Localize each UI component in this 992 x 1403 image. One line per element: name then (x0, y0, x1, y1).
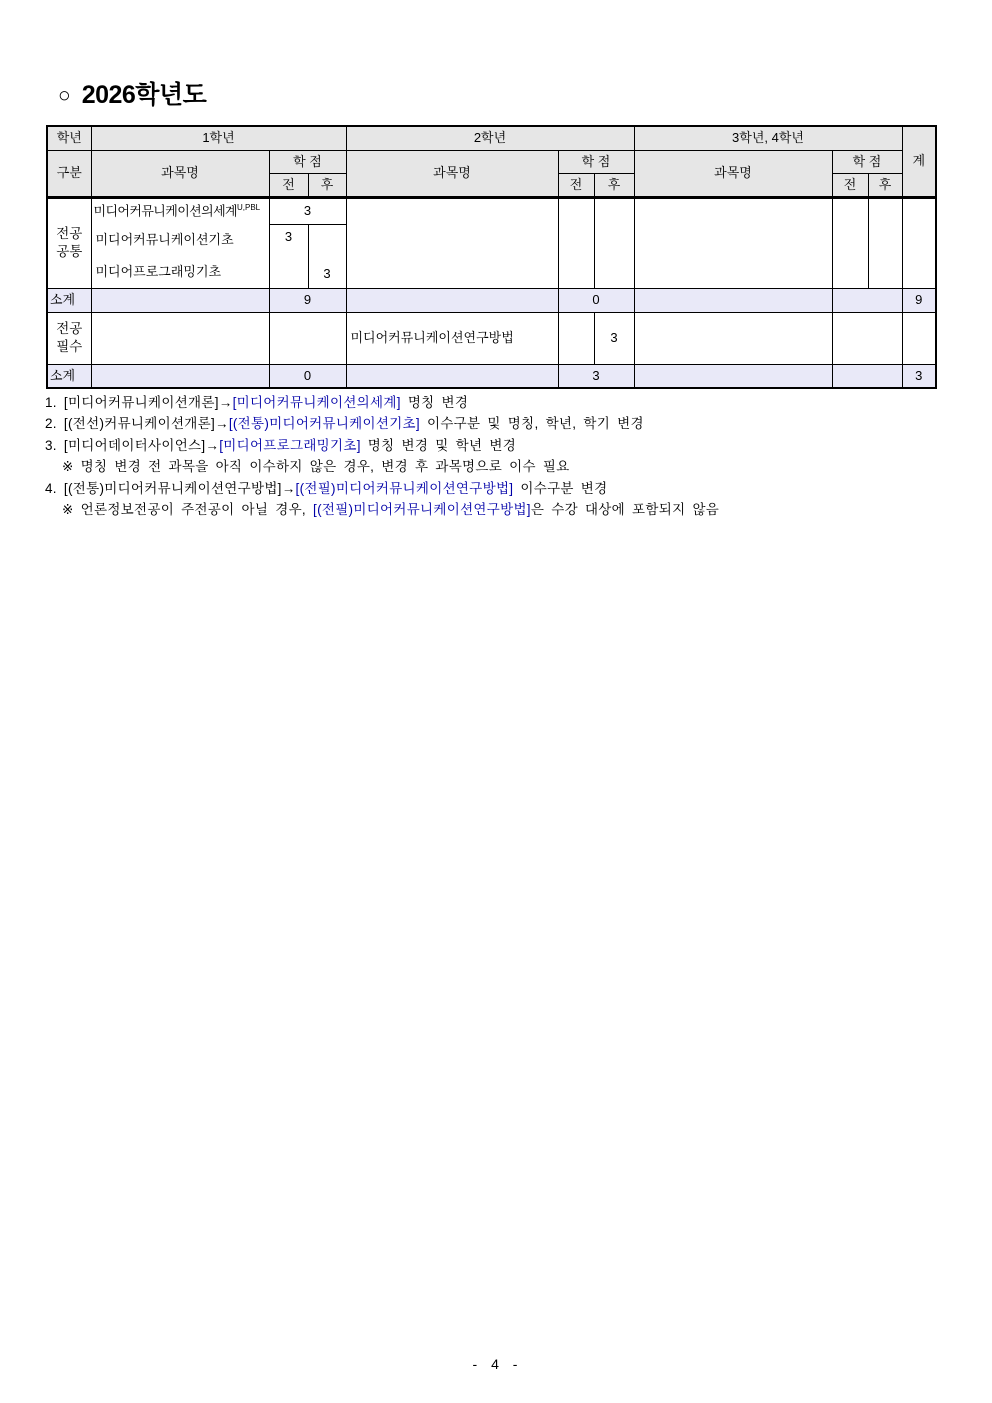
course-name-cell: 미디어프로그래밍기초 (91, 256, 269, 288)
empty-total-cell (902, 312, 936, 364)
footnote-line (45, 478, 945, 499)
empty-credit-cell (832, 197, 868, 288)
division-label-line: 필수 (56, 339, 83, 354)
header-grade-34: 3학년, 4학년 (634, 126, 902, 150)
header-grade-1: 1학년 (91, 126, 346, 150)
header-year: 학년 (47, 126, 91, 150)
header-total: 계 (902, 126, 936, 197)
subtotal-total: 9 (902, 288, 936, 312)
empty-course-cell (634, 364, 832, 388)
course-name: 미디어커뮤니케이션의세계 (93, 203, 237, 219)
header-credits-1: 학 점 (269, 150, 346, 173)
footnote-line (45, 413, 945, 434)
circle-bullet-icon: ○ (58, 84, 71, 107)
footnote-text: ※ 명칭 변경 전 과목을 아직 이수하지 않은 경우, 변경 후 과목명으로 이수 필요 (62, 459, 570, 475)
header-sem-first-2: 전 (558, 173, 594, 197)
table-header-row-grades (47, 126, 936, 150)
empty-credit-cell (558, 197, 594, 288)
footnote-text: 이수구분 및 명칭, 학년, 학기 변경 (419, 416, 644, 432)
empty-course-cell (91, 288, 269, 312)
footnote-changed-course: [미디어프로그래밍기초] (219, 437, 361, 453)
empty-credit-cell (868, 197, 902, 288)
page-number: - 4 - (472, 1356, 520, 1372)
subtotal-credit-y2: 3 (558, 364, 634, 388)
header-division: 구분 (47, 150, 91, 197)
header-course-2: 과목명 (346, 150, 558, 197)
course-credit: 3 (269, 224, 308, 288)
footnotes (45, 392, 945, 520)
division-label-line: 전공 (56, 225, 83, 241)
empty-course-cell (346, 288, 558, 312)
division-major-common (47, 197, 91, 288)
header-sem-first-34: 전 (832, 173, 868, 197)
empty-credit-cell (594, 197, 634, 288)
table-header-row-labels (47, 150, 936, 173)
header-sem-first-1: 전 (269, 173, 308, 197)
header-sem-second-1: 후 (308, 173, 346, 197)
subtotal-credit-y34 (832, 288, 902, 312)
header-course-1: 과목명 (91, 150, 269, 197)
header-sem-second-2: 후 (594, 173, 634, 197)
table-row-subtotal (47, 364, 936, 388)
table-row-subtotal (47, 288, 936, 312)
header-credits-34: 학 점 (832, 150, 902, 173)
footnote-text: 3. [미디어데이터사이언스]→ (45, 437, 220, 453)
subtotal-credit-y34 (832, 364, 902, 388)
subtotal-label: 소계 (47, 364, 91, 388)
footnote-text: 4. [(전통)미디어커뮤니케이션연구방법]→ (45, 480, 296, 496)
footnote-text: 2. [(전선)커뮤니케이션개론]→ (45, 416, 229, 432)
section-title (58, 83, 206, 108)
page-title: 2026학년도 (81, 81, 207, 109)
course-name-cell: 미디어커뮤니케이션연구방법 (346, 312, 558, 364)
header-sem-second-34: 후 (868, 173, 902, 197)
footnote-text: 1. [미디어커뮤니케이션개론]→ (45, 395, 233, 410)
table-row-course (47, 312, 936, 364)
empty-course-cell (346, 364, 558, 388)
footnote-line (45, 392, 945, 413)
subtotal-credit-y2: 0 (558, 288, 634, 312)
footnote-changed-course: [미디어커뮤니케이션의세계] (232, 395, 401, 410)
subtotal-label: 소계 (47, 288, 91, 312)
empty-course-cell (634, 288, 832, 312)
division-label-line: 공통 (56, 244, 83, 259)
footnote-changed-course: [(전필)미디어커뮤니케이션연구방법] (313, 502, 531, 518)
course-credit: 3 (269, 197, 346, 224)
empty-credit-cell (832, 312, 902, 364)
subtotal-credit-y1: 0 (269, 364, 346, 388)
course-superscript: U,PBL (237, 203, 261, 213)
footnote-text: 명칭 변경 및 학년 변경 (360, 437, 517, 453)
footnote-text: ※ 언론정보전공이 주전공이 아닐 경우, (62, 502, 314, 518)
empty-credit-cell (269, 312, 346, 364)
empty-credit-cell (558, 312, 594, 364)
footnote-changed-course: [(전필)미디어커뮤니케이션연구방법] (295, 480, 514, 496)
course-name-cell (91, 197, 269, 224)
division-major-required (47, 312, 91, 364)
footnote-text: 은 수강 대상에 포함되지 않음 (530, 502, 720, 518)
footnote-changed-course: [(전통)미디어커뮤니케이션기초] (228, 416, 420, 432)
subtotal-credit-y1: 9 (269, 288, 346, 312)
curriculum-table (46, 125, 937, 389)
header-course-34: 과목명 (634, 150, 832, 197)
empty-course-cell (91, 312, 269, 364)
header-credits-2: 학 점 (558, 150, 634, 173)
empty-course-cell (634, 197, 832, 288)
empty-course-cell (634, 312, 832, 364)
footnote-line (45, 499, 945, 520)
header-grade-2: 2학년 (346, 126, 634, 150)
empty-total-cell (902, 197, 936, 288)
footnote-text: 명칭 변경 (400, 395, 469, 410)
footnote-line (45, 456, 945, 477)
empty-course-cell (91, 364, 269, 388)
division-label-line: 전공 (56, 320, 83, 336)
subtotal-total: 3 (902, 364, 936, 388)
course-name-cell: 미디어커뮤니케이션기초 (91, 224, 269, 256)
footnote-line (45, 435, 945, 456)
course-credit: 3 (594, 312, 634, 364)
empty-course-cell (346, 197, 558, 288)
table-row-course (47, 197, 936, 224)
course-credit: 3 (308, 224, 346, 288)
footnote-text: 이수구분 변경 (513, 480, 608, 496)
